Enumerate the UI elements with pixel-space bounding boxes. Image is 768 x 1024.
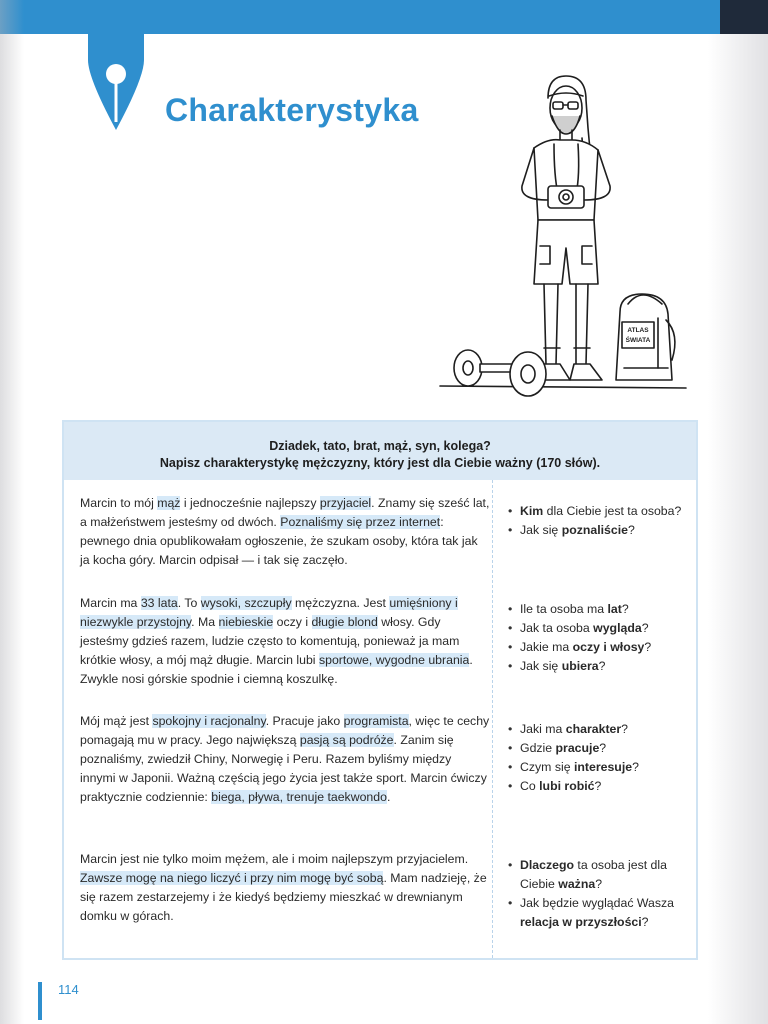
question-list-1 [506,502,696,540]
paragraph-text: . Zanim się poznaliśmy, zwiedził Chiny, Norwegię i Peru. Razem byliśmy między innymi w Japonii. Ważną częścią jego życia jest także sport. Marcin ćwiczy praktycznie codziennie: [80,733,487,804]
question-list-2 [506,600,696,676]
question-text: dla Ciebie jest ta osoba? [543,504,682,518]
question-text: Ile ta osoba ma [520,602,608,616]
paragraph-text: Marcin to mój [80,496,158,510]
question-keyword: ubiera [561,659,599,673]
paragraph-text: oczy i [273,615,312,629]
page-number-marker [38,982,42,1020]
question-keyword: lubi robić [539,779,595,793]
question-text: Gdzie [520,741,556,755]
man-illustration [436,68,696,408]
fountain-pen-nib-icon [82,26,150,136]
question-keyword: Dlaczego [520,858,574,872]
question-text: ta osoba jest dla Ciebie [520,858,667,891]
highlighted-phrase: programista [343,714,409,728]
question-text: Jakie ma [520,640,573,654]
backpack-label-line1: ATLAS [627,327,649,334]
question-text: ? [621,602,629,616]
question-keyword: interesuje [573,760,633,774]
paragraph-text: . [386,790,391,804]
question-text: Jaki ma [520,722,566,736]
paragraph-text: , więc te cechy pomagają mu w pracy. Jego największą [80,714,490,747]
question-text: Jak się [520,523,562,537]
question-keyword: poznaliście [561,523,628,537]
question-text: ? [594,779,602,793]
paragraph-text: . Pracuje jako [265,714,344,728]
paragraph-text: . Ma [191,615,219,629]
highlighted-phrase: Zawsze mogę na niego liczyć i przy nim mogę być sobą [80,871,384,885]
question-text: ? [621,722,629,736]
highlighted-phrase: sportowe, wygodne ubrania [318,653,470,667]
question-text: Jak będzie wyglądać Wasza [520,896,675,910]
paragraph-2 [80,594,490,689]
question-text: ? [595,877,603,891]
paragraph-text: . Zwykle nosi górskie spodnie i ciemną koszulkę. [80,653,473,686]
question-text: Jak ta osoba [520,621,594,635]
question-text: ? [598,659,606,673]
paragraph-text: i jednocześnie najlepszy [180,496,320,510]
task-box [62,420,698,960]
guiding-question [506,657,696,676]
paragraph-text: mężczyzna. Jest [291,596,390,610]
page-title: Charakterystyka [165,92,419,128]
paragraph-text: Marcin jest nie tylko moim mężem, ale i moim najlepszym przyjacielem. [80,852,469,866]
paragraph-text: : pewnego dnia opublikowałam ogłoszenie, że szukam osoby, która tak jak ja kocha góry. Marcin odpisał — i tak się zaczęło. [80,515,478,567]
highlighted-phrase: 33 lata [140,596,178,610]
question-text: Czym się [520,760,574,774]
highlighted-phrase: niebieskie [218,615,274,629]
paragraph-1 [80,494,490,570]
highlighted-phrase: spokojny i racjonalny [152,714,266,728]
question-keyword: relacja w przyszłości [520,915,642,929]
highlighted-phrase: Poznaliśmy się przez internet [280,515,441,529]
highlighted-phrase: biega, pływa, trenuje taekwondo [211,790,387,804]
guiding-question [506,600,696,619]
question-text: ? [644,640,652,654]
task-question: Dziadek, tato, brat, mąż, syn, kolega? [269,439,491,453]
highlighted-phrase: pasją są podróże [299,733,394,747]
question-keyword: oczy i włosy [572,640,645,654]
paragraph-text: . Znamy się sześć lat, a małżeństwem jesteśmy od dwóch. [80,496,490,529]
highlighted-phrase: wysoki, szczupły [200,596,292,610]
paragraph-text: Mój mąż jest [80,714,153,728]
guiding-question [506,856,696,894]
guiding-question [506,739,696,758]
task-header [64,422,696,480]
column-divider [492,480,493,958]
guiding-question [506,777,696,796]
guiding-question [506,638,696,657]
guiding-question [506,619,696,638]
guiding-question [506,894,696,932]
paragraph-text: Marcin ma [80,596,141,610]
page-edge-shadow [708,34,768,1024]
page-gutter-shadow [0,0,24,1024]
highlighted-phrase: długie blond [311,615,378,629]
task-instruction: Napisz charakterystykę mężczyzny, który jest dla Ciebie ważny (170 słów). [159,456,601,470]
question-keyword: Kim [520,504,544,518]
question-keyword: charakter [565,722,622,736]
highlighted-phrase: umięśniony i niezwykle przystojny [80,596,458,629]
paragraph-4 [80,850,490,926]
question-text: Co [520,779,540,793]
paragraph-3 [80,712,490,807]
question-text: ? [628,523,635,537]
question-keyword: lat [607,602,622,616]
question-text: ? [641,915,649,929]
question-text: ? [632,760,639,774]
guiding-question [506,758,696,777]
question-text: ? [641,621,649,635]
guiding-question [506,521,696,540]
question-text: ? [599,741,607,755]
question-text: Jak się [520,659,562,673]
question-keyword: ważna [558,877,596,891]
top-corner-band [720,0,768,34]
highlighted-phrase: przyjaciel [319,496,372,510]
guiding-question [506,720,696,739]
question-list-4 [506,856,696,932]
question-list-3 [506,720,696,796]
question-keyword: pracuje [555,741,600,755]
backpack-label-line2: ŚWIATA [625,337,651,344]
paragraph-text: . To [177,596,201,610]
question-keyword: wygląda [593,621,642,635]
page-number: 114 [58,982,79,997]
paragraph-text: włosy. Gdy jesteśmy gdzieś razem, ludzie często to komentują, ponieważ ja mam krótkie włosy, a mój mąż długie. Marcin lubi [80,615,460,667]
highlighted-phrase: mąż [157,496,181,510]
paragraph-text: . Mam nadzieję, że się razem zestarzejemy i że kiedyś będziemy mieszkać w drewnianym domku w górach. [80,871,487,923]
guiding-question [506,502,696,521]
